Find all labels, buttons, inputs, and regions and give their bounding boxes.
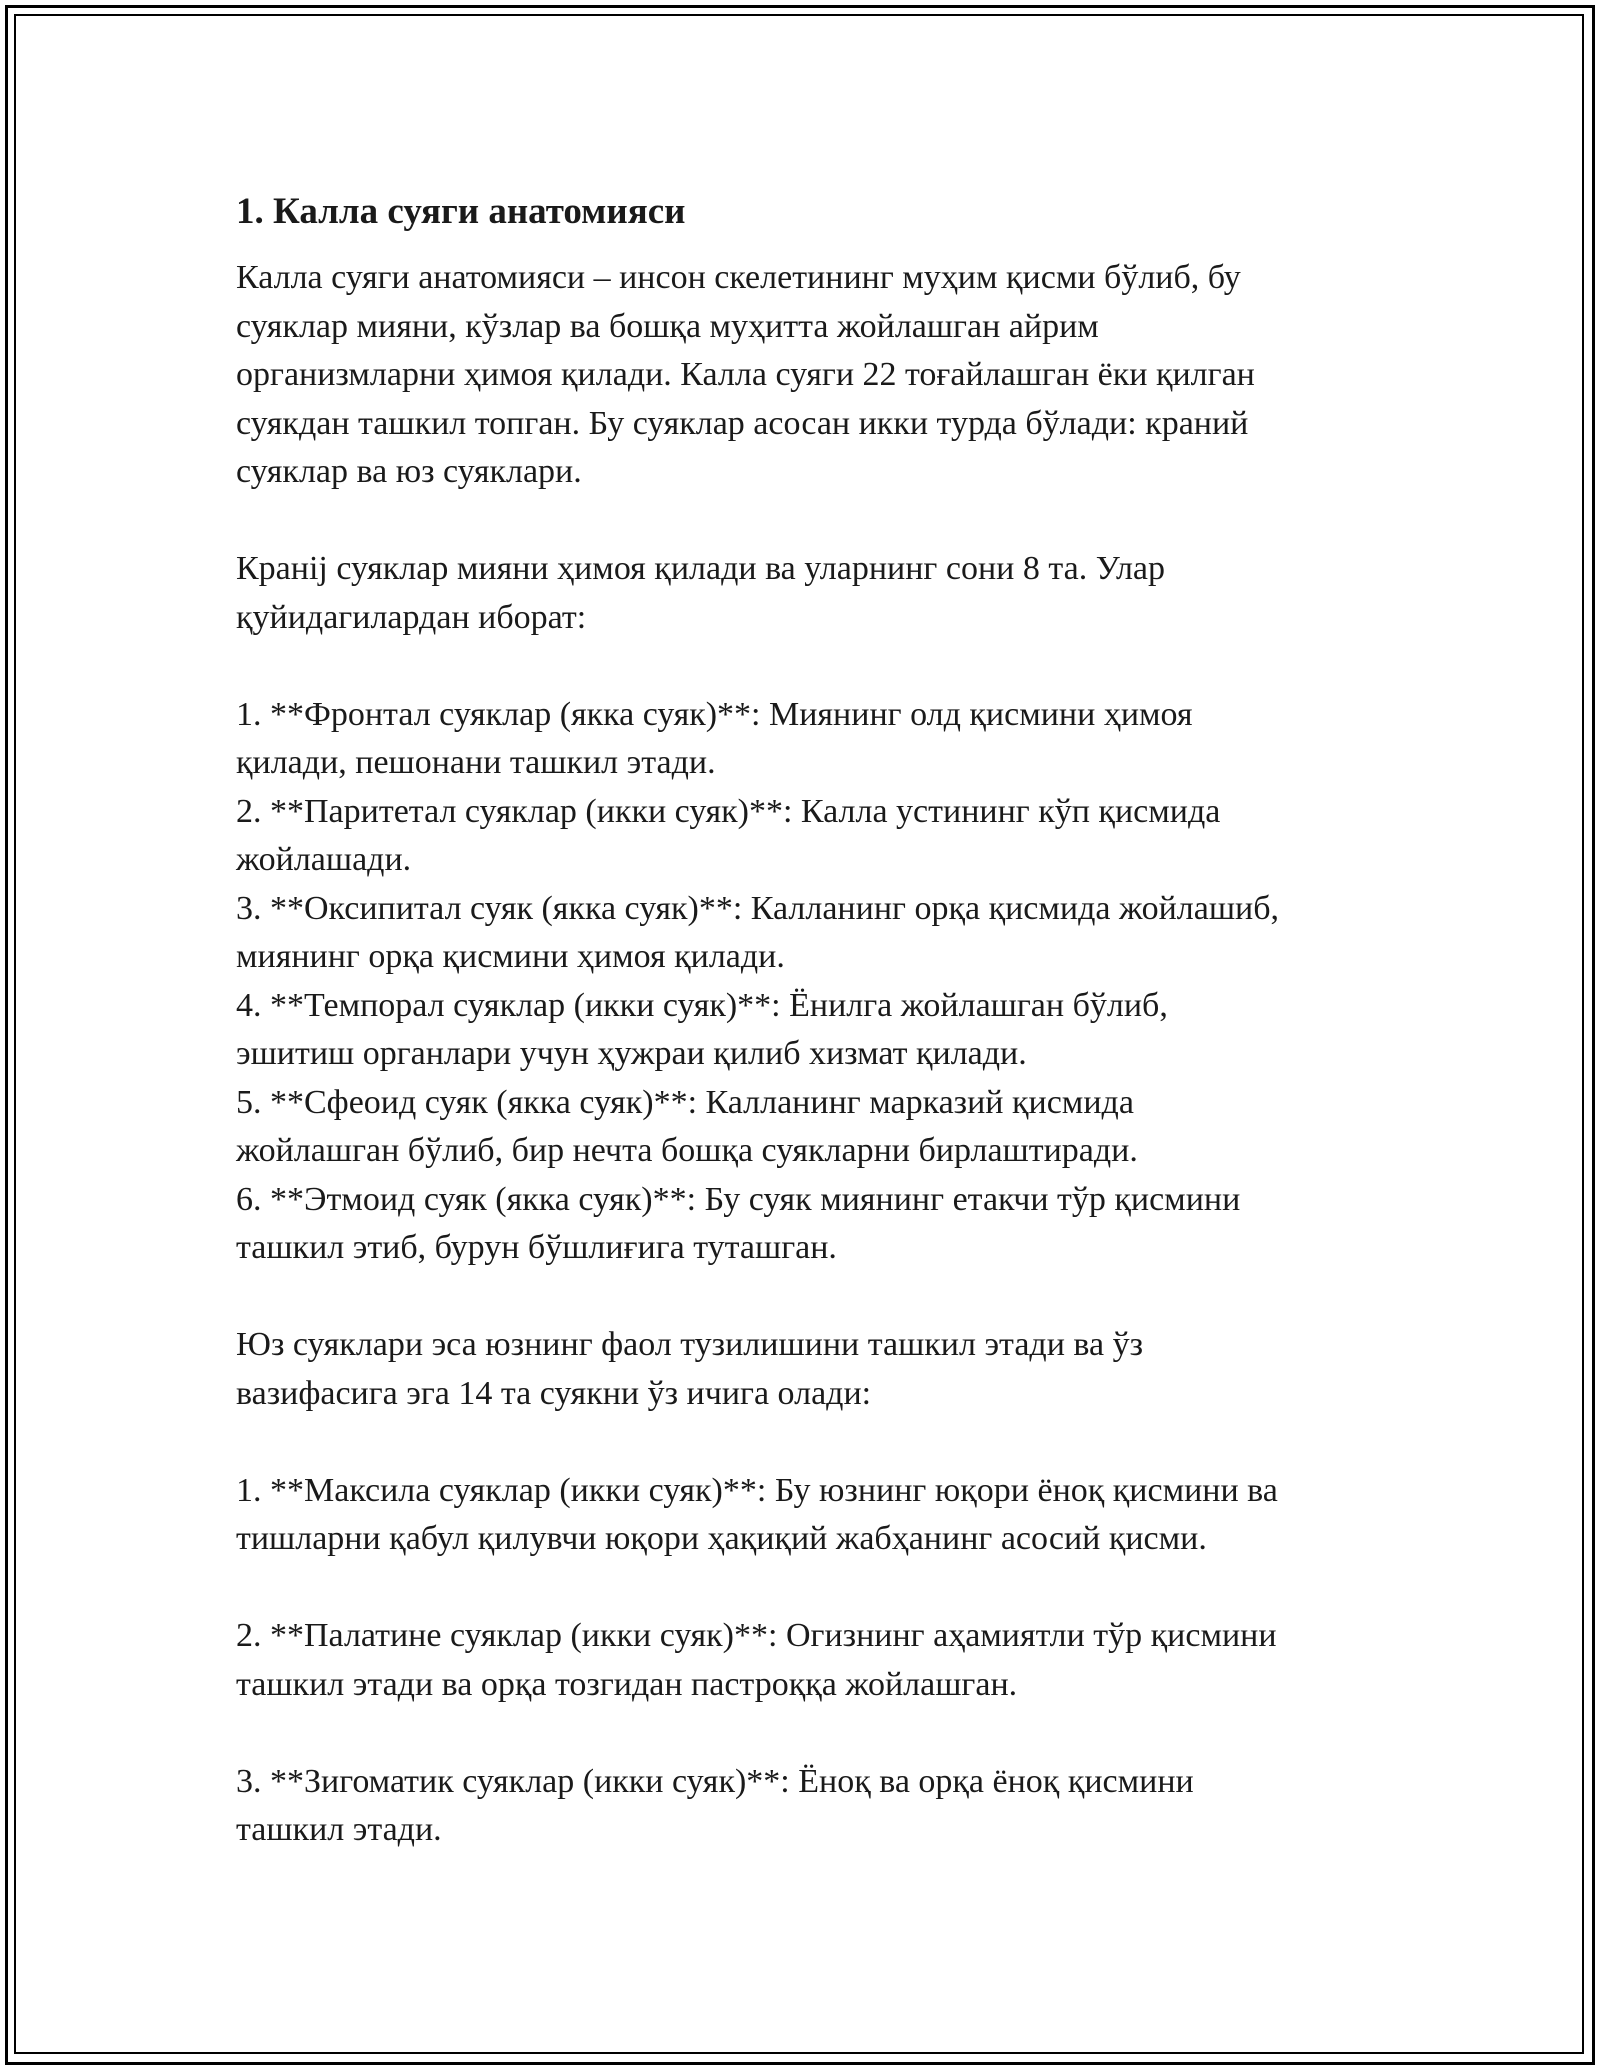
text-line: суяклар ва юз суяклари. — [236, 453, 582, 490]
paragraph-gap — [236, 1418, 1386, 1467]
list-item-line: ташкил этади. — [236, 1811, 442, 1848]
paragraph-facial-intro — [236, 1321, 1386, 1418]
paragraph-gap — [236, 497, 1386, 546]
list-item-zygomatic — [236, 1758, 1386, 1855]
list-item-line: ташкил этади ва орқа тозгидан пастроққа жойлашган. — [236, 1665, 1018, 1703]
text-line: суякдан ташкил топган. Бу суяклар асосан икки турда бўлади: краний — [236, 404, 1249, 442]
list-item-line: 3. **Оксипитал суяк (якка суяк)**: Калланинг орқа қисмида жойлашиб, — [236, 889, 1280, 927]
text-line: Кранiј суяклар мияни ҳимоя қилади ва уларнинг сони 8 та. Улар — [236, 550, 1166, 587]
text-line: организмларни ҳимоя қилади. Калла суяги 22 тоғайлашган ёки қилган — [236, 356, 1255, 393]
list-item-palatine — [236, 1612, 1386, 1709]
text-line: вазифасига эга 14 та суякни ўз ичига олади: — [236, 1374, 872, 1412]
list-item-line: эшитиш органлари учун ҳужраи қилиб хизмат қилади. — [236, 1035, 1027, 1072]
list-item-line: 1. **Максила суяклар (икки суяк)**: Бу юзнинг юқори ёноқ қисмини ва — [236, 1471, 1278, 1509]
paragraph-gap — [236, 1564, 1386, 1613]
text-line: Калла суяги анатомияси – инсон скелетининг муҳим қисми бўлиб, бу — [236, 259, 1241, 296]
list-item-line: тишларни қабул қилувчи юқори ҳақиқий жабҳанинг асосий қисми. — [236, 1520, 1207, 1557]
section-heading: 1. Калла суяги анатомияси — [236, 191, 686, 232]
list-item-line: миянинг орқа қисмини ҳимоя қилади. — [236, 938, 785, 975]
text-line: Юз суяклари эса юзнинг фаол тузилишини ташкил этади ва ўз — [236, 1326, 1144, 1363]
list-item-line: жойлашади. — [236, 841, 412, 878]
document-body — [236, 186, 1386, 1855]
paragraph-gap — [236, 1273, 1386, 1322]
text-line: суяклар мияни, кўзлар ва бошқа муҳитта жойлашган айрим — [236, 307, 1099, 345]
list-item-line: 6. **Этмоид суяк (якка суяк)**: Бу суяк миянинг етакчи тўр қисмини — [236, 1180, 1241, 1218]
list-item-line: 2. **Паритетал суяклар (икки суяк)**: Калла устининг кўп қисмида — [236, 792, 1221, 830]
paragraph-cranial-intro — [236, 545, 1386, 642]
list-cranial-bones — [236, 691, 1386, 1273]
list-item-line: ташкил этиб, бурун бўшлиғига туташган. — [236, 1229, 837, 1266]
list-item-line: 4. **Темпорал суяклар (икки суяк)**: Ёнилга жойлашган бўлиб, — [236, 986, 1168, 1024]
list-item-line: қилади, пешонани ташкил этади. — [236, 744, 716, 781]
list-item-line: 1. **Фронтал суяклар (якка суяк)**: Миянинг олд қисмини ҳимоя — [236, 695, 1193, 733]
paragraph-gap — [236, 1709, 1386, 1758]
list-item-line: 2. **Палатине суяклар (икки суяк)**: Огизнинг аҳамиятли тўр қисмини — [236, 1617, 1277, 1654]
text-line: қуйидагилардан иборат: — [236, 598, 587, 636]
list-item-maxilla — [236, 1467, 1386, 1564]
paragraph-intro — [236, 254, 1386, 497]
list-item-line: 3. **Зигоматик суяклар (икки суяк)**: Ёноқ ва орқа ёноқ қисмини — [236, 1762, 1194, 1800]
list-item-line: 5. **Сфеоид суяк (якка суяк)**: Калланинг марказий қисмида — [236, 1083, 1134, 1121]
list-item-line: жойлашган бўлиб, бир нечта бошқа суякларни бирлаштиради. — [236, 1132, 1138, 1169]
paragraph-gap — [236, 642, 1386, 691]
